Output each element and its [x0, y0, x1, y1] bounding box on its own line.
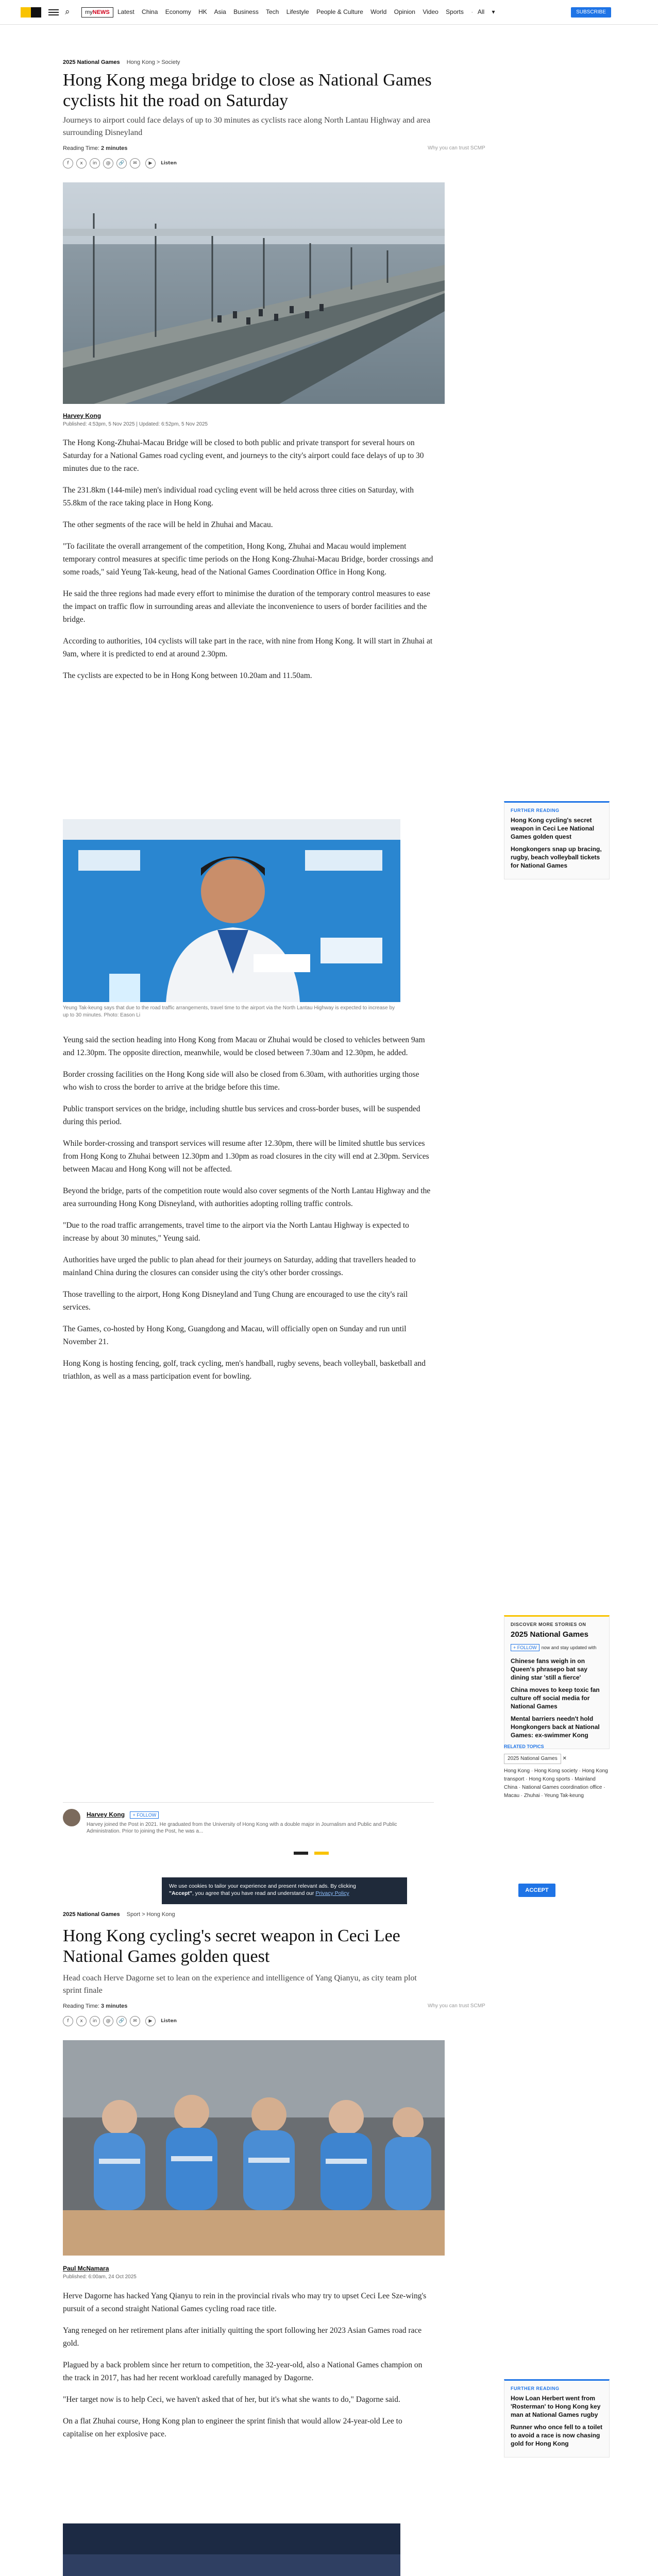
- author-link-2[interactable]: Paul McNamara: [63, 2265, 109, 2272]
- article2-body-part1: [63, 2290, 434, 2449]
- paragraph: "Her target now is to help Ceci, we haven't asked that of her, but it's what she wants to do," Dagorne said.: [63, 2395, 400, 2404]
- nav-separator-icon: ·: [471, 8, 474, 15]
- discover-more-box: [504, 1615, 610, 1749]
- share-bar: [63, 158, 180, 169]
- discover-link[interactable]: China moves to keep toxic fan culture off social media for National Games: [511, 1686, 600, 1710]
- nav-lifestyle[interactable]: Lifestyle: [286, 8, 309, 15]
- listen-play-icon[interactable]: ▶: [145, 2016, 156, 2026]
- nav-business[interactable]: Business: [233, 8, 259, 15]
- cookie-text-2: , you agree that you have read and understand our: [192, 1890, 314, 1896]
- further-reading-link[interactable]: Runner who once fell to a toilet to avoid a race is now chasing gold for Hong Kong: [511, 2424, 603, 2447]
- share-bar-2: [63, 2015, 180, 2027]
- standfirst: Journeys to airport could face delays of up to 30 minutes as cyclists race along North Lantau Highway and area surrounding Disneyland: [63, 116, 431, 137]
- x-share-icon[interactable]: x: [76, 2016, 87, 2026]
- chevron-down-icon[interactable]: ▾: [492, 8, 495, 15]
- x-share-icon[interactable]: x: [76, 158, 87, 168]
- paragraph: Yang reneged on her retirement plans after initially quitting the sport following her 2023 Asian Games road race gold.: [63, 2326, 422, 2348]
- paragraph: Those travelling to the airport, Hong Kong Disneyland and Tung Chung are encouraged to use the city's rail services.: [63, 1290, 408, 1312]
- scmp-logo-black[interactable]: [31, 7, 41, 18]
- article-pager-active[interactable]: [294, 1852, 308, 1855]
- linkedin-share-icon[interactable]: in: [90, 158, 100, 168]
- nav-world[interactable]: World: [370, 8, 387, 15]
- email-share-icon[interactable]: @: [103, 158, 113, 168]
- paragraph: Plagued by a back problem since her return to competition, the 32-year-old, also a National Games champion on the track in 2017, has had her recent workload carefully managed by Dagorne.: [63, 2361, 423, 2382]
- paragraph: "Due to the road traffic arrangements, travel time to the airport via the North Lantau Highway is expected to increase by about 30 minutes," Yeung said.: [63, 1221, 409, 1243]
- further-reading-link[interactable]: Hong Kong cycling's secret weapon in Ceci Lee National Games golden quest: [511, 817, 595, 840]
- follow-topic-button[interactable]: + FOLLOW: [511, 1644, 539, 1651]
- paragraph: Herve Dagorne has hacked Yang Qianyu to rein in the provincial rivals who may try to upset Ceci Lee Sze-wing's pursuit of a second straight National Games cycling road race title.: [63, 2292, 427, 2313]
- reading-time-2: [63, 2003, 127, 2009]
- paragraph: Yeung said the section heading into Hong Kong from Macau or Zhuhai would be closed to vehicles between 9am and 12.30pm. The opposite direction, meanwhile, would be closed between 7.30am and 12.30pm, he added.: [63, 1036, 425, 1057]
- privacy-policy-link[interactable]: Privacy Policy: [315, 1890, 349, 1896]
- nav-tech[interactable]: Tech: [265, 8, 279, 15]
- bridge-photo-graphic: [63, 182, 445, 404]
- cyclists-photo: [63, 2040, 445, 2256]
- main-nav: [117, 8, 501, 15]
- top-navigation-bar: [0, 0, 658, 25]
- mynews-button[interactable]: [81, 7, 113, 18]
- related-kicker: RELATED TOPICS: [504, 1744, 544, 1749]
- reading-time-value: 2 minutes: [101, 145, 128, 151]
- discover-link[interactable]: Chinese fans weigh in on Queen's phrasepo bat say dining star 'still a fierce': [511, 1657, 587, 1681]
- nav-asia[interactable]: Asia: [214, 8, 226, 15]
- nav-china[interactable]: China: [142, 8, 158, 15]
- nav-all[interactable]: All: [477, 8, 485, 15]
- listen-label[interactable]: Listen: [161, 161, 177, 166]
- close-icon[interactable]: ✕: [561, 1756, 567, 1761]
- further-reading-box: [504, 801, 610, 879]
- facebook-share-icon[interactable]: f: [63, 158, 73, 168]
- discover-link[interactable]: Mental barriers needn't hold Hongkongers back at National Games: ex-swimmer Kong: [511, 1715, 600, 1739]
- yeung-photo: [63, 819, 400, 1002]
- yeung-photo-graphic: [63, 819, 400, 1002]
- nav-people-culture[interactable]: People & Culture: [316, 8, 363, 15]
- paragraph: On a flat Zhuhai course, Hong Kong plan to engineer the sprint finish that would allow 24-year-old Lee to capitalise on her explosive pace.: [63, 2417, 402, 2438]
- byline-2: [63, 2265, 137, 2280]
- track-cycling-photo-graphic: [63, 2523, 400, 2576]
- cyclists-photo-graphic: [63, 2040, 445, 2256]
- section-link[interactable]: 2025 National Games: [63, 59, 120, 65]
- paragraph: According to authorities, 104 cyclists will take part in the race, with nine from Hong Kong. It will start in Zhuhai at 9am, where it is predicted to end at around 2.30pm.: [63, 637, 433, 658]
- article-pager-next[interactable]: [314, 1852, 329, 1855]
- further-reading-link[interactable]: How Loan Herbert went from 'Rosterman' to Hong Kong key man at National Games rugby: [511, 2395, 601, 2418]
- paragraph: Beyond the bridge, parts of the competition route would also cover segments of the North Lantau Highway and the area surrounding Hong Kong Disneyland, with authorities adopting rolling traffic controls.: [63, 1187, 431, 1208]
- nav-sports[interactable]: Sports: [446, 8, 464, 15]
- copy-link-icon[interactable]: 🔗: [116, 158, 127, 168]
- avatar[interactable]: [63, 1809, 80, 1826]
- why-trust-link-2[interactable]: Why you can trust SCMP: [428, 2003, 485, 2009]
- why-trust-link[interactable]: Why you can trust SCMP: [428, 145, 485, 151]
- paragraph: Hong Kong is hosting fencing, golf, track cycling, men's handball, rugby sevens, beach volleyball, basketball and triathlon, as well as a mass participation event for bowling.: [63, 1359, 426, 1381]
- bridge-photo: [63, 182, 445, 404]
- article2-title: Hong Kong cycling's secret weapon in Ceci Lee National Games golden quest: [63, 1926, 400, 1966]
- section-link-2[interactable]: 2025 National Games: [63, 1911, 120, 1918]
- breadcrumb: [63, 59, 180, 65]
- cookie-text-1: We use cookies to tailor your experience and present relevant ads. By clicking: [169, 1883, 356, 1889]
- breadcrumb-path[interactable]: Hong Kong > Society: [126, 59, 180, 65]
- copy-link-icon[interactable]: 🔗: [116, 2016, 127, 2026]
- bio-text: Harvey joined the Post in 2021. He graduated from the University of Hong Kong with a double major in Journalism and Public and Public Administration. Prior to joining the Post, he was a...: [87, 1822, 397, 1834]
- paragraph: Public transport services on the bridge, including shuttle bus services and cross-border buses, will be suspended during this period.: [63, 1105, 420, 1126]
- cookie-accept-button[interactable]: ACCEPT: [518, 1884, 555, 1897]
- paragraph: Border crossing facilities on the Hong Kong side will also be closed from 6.30am, with authorities urging those who wish to cross the border to arrive at the bridge before this time.: [63, 1070, 419, 1092]
- paragraph: The Games, co-hosted by Hong Kong, Guangdong and Macau, will officially open on Sunday and run until November 21.: [63, 1325, 407, 1346]
- facebook-share-icon[interactable]: f: [63, 2016, 73, 2026]
- paragraph: The cyclists are expected to be in Hong Kong between 10.20am and 11.50am.: [63, 671, 312, 680]
- subscribe-button[interactable]: SUBSCRIBE: [571, 7, 611, 18]
- scmp-logo-yellow[interactable]: [21, 7, 31, 18]
- discover-topic-link[interactable]: 2025 National Games: [511, 1630, 588, 1639]
- photo-caption: Yeung Tak-keung says that due to the road traffic arrangements, travel time to the airport via the North Lantau Highway is expected to increase by up to 30 minutes. Photo: Eason Li: [63, 1005, 395, 1018]
- author-link[interactable]: Harvey Kong: [63, 412, 102, 419]
- print-icon[interactable]: ✉: [130, 158, 140, 168]
- paragraph: The other segments of the race will be held in Zhuhai and Macau.: [63, 520, 273, 529]
- topic-chip[interactable]: 2025 National Games: [504, 1754, 561, 1764]
- reading-time-label-2: Reading Time:: [63, 2003, 99, 2009]
- topic-links[interactable]: Hong Kong · Hong Kong society · Hong Kong transport · Hong Kong sports · Mainland China · National Games coordination office · Macau · Zhuhai · Yeung Tak-keung: [504, 1768, 608, 1799]
- paragraph: "To facilitate the overall arrangement of the competition, Hong Kong, Zhuhai and Macau would implement temporary control measures at specific time periods on the Hong Kong-Zhuhai-Macau Bridge, border crossings and some roads," said Yeung Tak-keung, head of the National Games Coordination Office in Hong Kong.: [63, 542, 433, 577]
- reading-time: [63, 145, 127, 151]
- page-title: Hong Kong mega bridge to close as National Games cyclists hit the road on Saturday: [63, 71, 432, 110]
- paragraph: While border-crossing and transport services will resume after 12.30pm, there will be limited shuttle bus services from Hong Kong to Zhuhai between 12.30pm and 1.30pm as road closures in the city will end at 2.30pm. Services between Macau and Hong Kong will not be affected.: [63, 1139, 429, 1174]
- nav-hk[interactable]: HK: [198, 8, 207, 15]
- further-reading-kicker: FURTHER READING: [511, 808, 560, 813]
- byline: [63, 412, 208, 427]
- related-topics: [504, 1742, 610, 1800]
- follow-author-button[interactable]: + FOLLOW: [130, 1811, 159, 1819]
- publish-date: Published: 4:53pm, 5 Nov 2025 | Updated: 6:52pm, 5 Nov 2025: [63, 421, 208, 427]
- breadcrumb-2: [63, 1911, 175, 1918]
- nav-video[interactable]: Video: [423, 8, 438, 15]
- breadcrumb-path-2[interactable]: Sport > Hong Kong: [126, 1911, 175, 1918]
- follow-note: now and stay updated with: [541, 1645, 597, 1650]
- paragraph: He said the three regions had made every effort to minimise the duration of the temporary control measures to ease the impact on traffic flow in surrounding areas and alleviate the inconvenience to users of border facilities and the bridge.: [63, 589, 430, 624]
- nav-economy[interactable]: Economy: [165, 8, 191, 15]
- nav-latest[interactable]: Latest: [117, 8, 134, 15]
- paragraph: Authorities have urged the public to plan ahead for their journeys on Saturday, adding that travellers headed to mainland China during the closures can consider using the city's other border crossings.: [63, 1256, 416, 1277]
- further-reading-box-2: [504, 2379, 610, 2458]
- further-reading-link[interactable]: Hongkongers snap up bracing, rugby, beach volleyball tickets for National Games: [511, 845, 602, 869]
- further-reading-kicker-2: FURTHER READING: [511, 2386, 560, 2391]
- reading-time-label: Reading Time:: [63, 145, 99, 151]
- article-body-part1: [63, 436, 434, 691]
- mynews-label-a: my: [85, 9, 93, 15]
- standfirst-2: Head coach Herve Dagorne set to lean on the experience and intelligence of Yang Qianyu, as city team plot sprint finale: [63, 1974, 417, 1995]
- listen-play-icon[interactable]: ▶: [145, 158, 156, 168]
- paragraph: The 231.8km (144-mile) men's individual road cycling event will be held across three cities on Saturday, with 55.8km of the race taking place in Hong Kong.: [63, 486, 414, 507]
- linkedin-share-icon[interactable]: in: [90, 2016, 100, 2026]
- publish-date-2: Published: 6:00am, 24 Oct 2025: [63, 2274, 137, 2280]
- cookie-banner: [162, 1877, 549, 1904]
- track-cycling-photo: [63, 2523, 400, 2576]
- nav-opinion[interactable]: Opinion: [394, 8, 415, 15]
- email-share-icon[interactable]: @: [103, 2016, 113, 2026]
- listen-label-2[interactable]: Listen: [161, 2019, 177, 2024]
- hamburger-menu-icon[interactable]: [48, 8, 59, 17]
- discover-kicker: DISCOVER MORE STORIES ON: [511, 1622, 586, 1627]
- reading-time-value-2: 3 minutes: [101, 2003, 128, 2009]
- print-icon[interactable]: ✉: [130, 2016, 140, 2026]
- cookie-accept-word: "Accept": [169, 1890, 192, 1896]
- paragraph: The Hong Kong-Zhuhai-Macau Bridge will be closed to both public and private transport for several hours on Saturday for a National Games road cycling event, and journeys to the city's airport could face delays of up to 30 minutes due to the race.: [63, 438, 424, 473]
- bio-author-link[interactable]: Harvey Kong: [87, 1811, 125, 1818]
- search-icon[interactable]: ⌕: [65, 7, 70, 16]
- author-bio: [63, 1802, 434, 1835]
- mynews-label-b: NEWS: [92, 9, 110, 15]
- article-body-part2: [63, 1033, 434, 1392]
